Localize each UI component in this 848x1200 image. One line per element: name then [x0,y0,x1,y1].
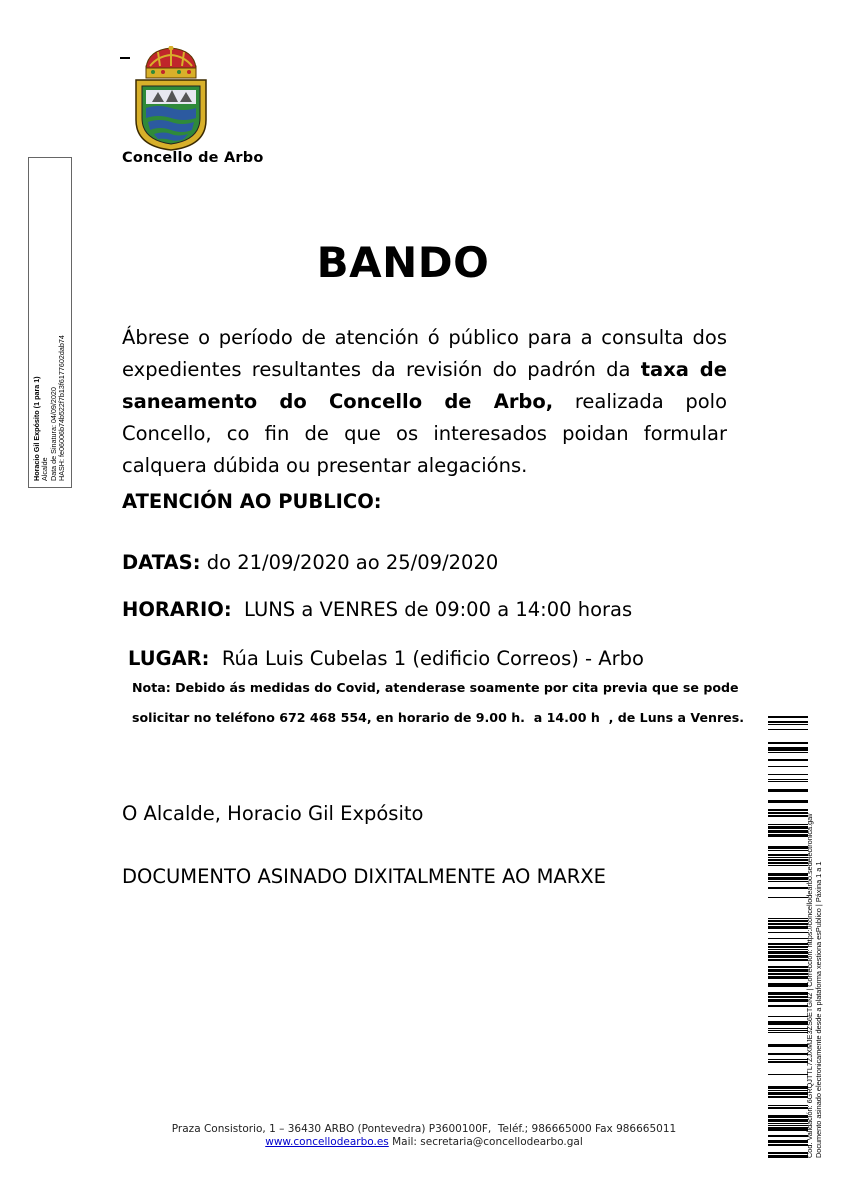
barcode-bar [768,887,808,889]
barcode-bar [768,1005,808,1007]
barcode-bar [768,897,808,898]
barcode-bar [768,1061,808,1063]
barcode-bar [768,779,808,780]
signer-line: Horacio Gil Expósito (1 para 1) [32,376,41,481]
barcode-bar [768,815,808,817]
barcode-bar [768,1144,808,1146]
barcode-bar [768,1053,808,1055]
barcode-bar [768,721,808,723]
footer-address: Praza Consistorio, 1 – 36430 ARBO (Pontevedra) P3600100F, Teléf.; 986665000 Fax 986665011 [171,1123,677,1135]
barcode-bar [768,955,808,958]
website-link[interactable]: www.concellodearbo.es [265,1136,389,1148]
validation-text [806,718,823,1158]
paragraph-part2: realizada polo Concello, co fin de que os interesados poidan formular calquera dúbida ou presentar alegacións. [122,390,727,477]
barcode-bar [768,1140,808,1143]
organization-name: Concello de Arbo [122,150,264,166]
barcode-bar [768,824,808,825]
barcode-bar [768,716,808,718]
barcode-bar [768,1125,808,1126]
barcode-bar [768,938,808,939]
attention-heading: ATENCIÓN AO PUBLICO: [122,490,382,513]
footer-contact [0,1136,848,1148]
barcode-bar [768,1123,808,1124]
signature-date: Data de Sinatura: 04/09/2020 [48,387,58,481]
barcode-bar [768,812,808,814]
barcode-bar [768,850,808,851]
barcode-bar [768,862,808,864]
note-line-1: Nota: Debido ás medidas do Covid, atenderase soamente por cita previa que se pode [132,680,739,695]
barcode-bar [768,946,808,948]
barcode-bar [768,920,808,922]
barcode [768,716,808,1159]
barcode-bar [768,1096,808,1098]
barcode-bar [768,729,808,730]
barcode-bar [768,926,808,929]
place-line [128,647,644,670]
barcode-bar [768,1119,808,1122]
barcode-bar [768,1030,808,1031]
barcode-bar [768,800,808,803]
dates-line [122,551,498,574]
place-label: LUGAR: [128,647,210,670]
barcode-bar [768,774,808,775]
barcode-bar [768,747,808,751]
barcode-bar [768,1105,808,1106]
validation-code: Cod. Validación: 6GRQJTTL7ZJXMJE3ZS6ETGN2 | Corrección: https://concellodearbo.sedelectronica.gal/ [805,813,814,1158]
paragraph-part1: Ábrese o período de atención ó público para a consulta dos expedientes resultantes da revisión do padrón da [122,326,727,381]
barcode-bar [768,1044,808,1047]
barcode-bar [768,932,808,933]
barcode-bar [768,918,808,919]
barcode-bar [768,826,808,829]
barcode-bar [768,1115,808,1118]
footer-mail: Mail: secretaria@concellodearbo.gal [388,1136,583,1148]
barcode-bar [768,865,808,866]
barcode-bar [768,724,808,725]
barcode-bar [768,881,808,882]
barcode-bar [768,857,808,858]
barcode-bar [768,752,808,753]
barcode-bar [768,873,808,876]
barcode-bar [768,1021,808,1025]
barcode-bar [768,1028,808,1029]
hours-value: LUNS a VENRES de 09:00 a 14:00 horas [231,598,633,621]
barcode-bar [768,923,808,925]
barcode-bar [768,1074,808,1075]
barcode-bar [768,742,808,744]
barcode-bar [768,759,808,761]
barcode-bar [768,959,808,961]
barcode-bar [768,992,808,995]
barcode-bar [768,1107,808,1109]
barcode-bar [768,996,808,998]
barcode-bar [768,1090,808,1091]
barcode-bar [768,999,808,1002]
barcode-bar [768,1135,808,1137]
main-paragraph [122,322,727,482]
barcode-bar [768,781,808,782]
barcode-bar [768,854,808,856]
barcode-bar [768,951,808,954]
barcode-bar [768,830,808,833]
barcode-bar [768,949,808,950]
barcode-bar [768,969,808,972]
barcode-bar [768,834,808,837]
barcode-bar [768,1152,808,1154]
barcode-bar [768,877,808,880]
barcode-bar [768,966,808,968]
barcode-bar [768,1059,808,1060]
hours-line [122,598,632,621]
signatory: O Alcalde, Horacio Gil Expósito [122,802,424,825]
place-value: Rúa Luis Cubelas 1 (edificio Correos) - Arbo [209,647,644,670]
paragraph-bold: taxa de saneamento do Concello de Arbo, [122,358,727,413]
coat-of-arms-logo [128,46,214,152]
barcode-bar [768,1127,808,1131]
barcode-bar [768,976,808,979]
barcode-bar [768,1155,808,1158]
barcode-bar [768,1016,808,1017]
document-title: BANDO [316,238,490,287]
signature-details [33,161,67,481]
barcode-bar [768,1032,808,1033]
signature-hash: HASH: fe06006b74b522f7b13f6177602dab74 [57,335,67,481]
barcode-bar [768,809,808,811]
barcode-bar [768,789,808,792]
dates-label: DATAS: [122,551,201,574]
validation-platform: Documento asinado electronicamente desde a plataforma xestiona esPublico | Páxina 1 a 1 [813,861,823,1158]
dates-value: do 21/09/2020 ao 25/09/2020 [200,551,499,574]
hours-label: HORARIO: [122,598,232,621]
signer-role: Alcalde [40,457,50,481]
barcode-bar [768,1086,808,1089]
barcode-bar [768,766,808,767]
barcode-bar [768,983,808,987]
barcode-bar [768,846,808,849]
barcode-bar [768,859,808,861]
barcode-bar [768,1092,808,1095]
signed-notice: DOCUMENTO ASINADO DIXITALMENTE AO MARXE [122,865,606,888]
barcode-bar [768,973,808,975]
barcode-bar [768,943,808,945]
note-line-2: solicitar no teléfono 672 468 554, en horario de 9.00 h. a 14.00 h , de Luns a Venres. [132,710,744,725]
